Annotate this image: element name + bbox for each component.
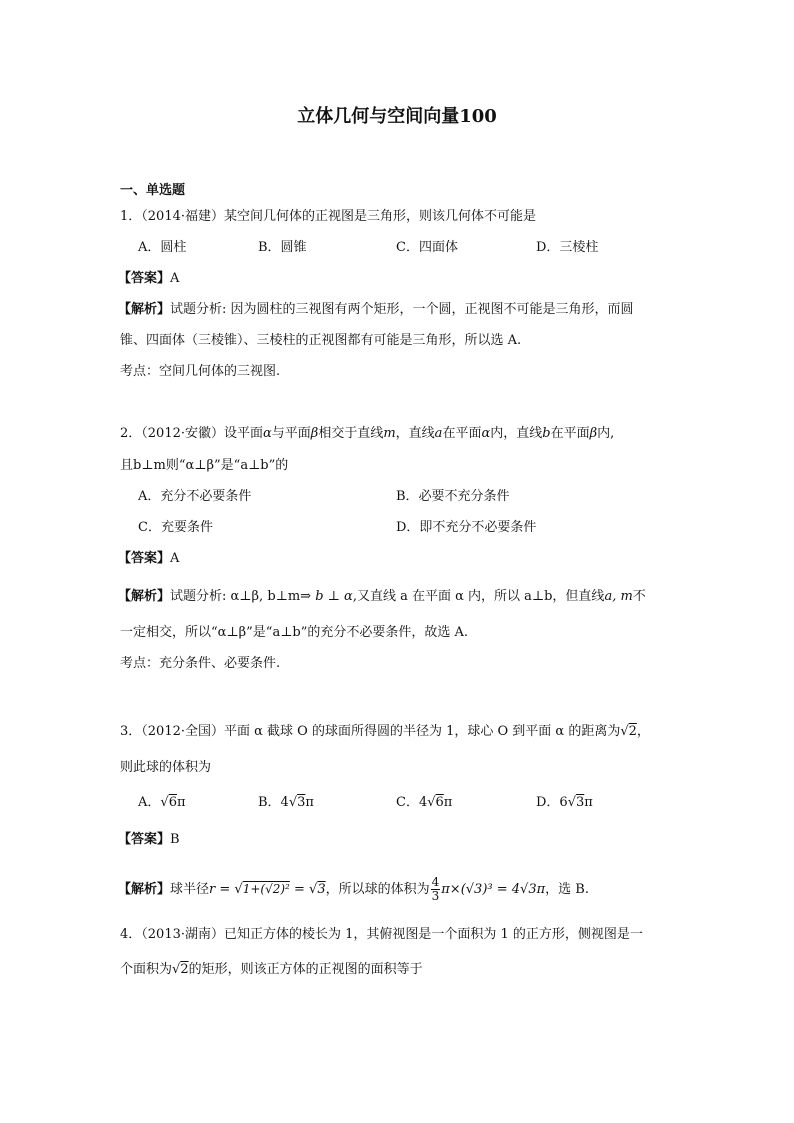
sqrt-radicand: 6 bbox=[168, 795, 177, 810]
q2-text: 相交于直线 bbox=[318, 426, 384, 441]
q1-option-d: D．三棱柱 bbox=[536, 240, 599, 255]
analysis-text: 试题分析: 因为圆柱的三视图有两个矩形，一个圆，正视图不可能是三角形，而圆 bbox=[170, 302, 634, 317]
q2-text: 与平面 bbox=[271, 426, 311, 441]
sqrt-radicand: 2 bbox=[628, 724, 637, 739]
sqrt-sign: √ bbox=[309, 882, 318, 897]
pi-symbol: π bbox=[443, 795, 453, 810]
answer-label: 【答案】 bbox=[118, 271, 171, 286]
q3-stem-line1 bbox=[120, 724, 650, 740]
q3-text: 3．（2012·全国）平面 α 截球 O 的球面所得圆的半径为 1，球心 O 到平面 α 的距离为 bbox=[120, 724, 621, 739]
formula: b ⊥ α bbox=[315, 589, 353, 604]
q3-option-b bbox=[258, 795, 314, 811]
q3-text: ， bbox=[636, 724, 650, 739]
sqrt-sign: √ bbox=[234, 882, 243, 897]
sqrt-sign: √ bbox=[160, 795, 169, 810]
section-header: 一、单选题 bbox=[120, 183, 186, 198]
q3-option-d bbox=[536, 795, 593, 811]
q2-option-d: D．即不充分不必要条件 bbox=[396, 520, 537, 535]
analysis-text: 不 bbox=[632, 589, 646, 604]
analysis-label: 【解析】 bbox=[118, 589, 171, 604]
fraction bbox=[431, 876, 441, 903]
q4-stem-line2 bbox=[120, 962, 423, 978]
answer-value: A bbox=[170, 551, 180, 566]
sqrt-radicand: 2 bbox=[180, 962, 189, 977]
fraction-numerator: 4 bbox=[431, 875, 440, 889]
sqrt-sign: √ bbox=[172, 962, 181, 977]
analysis-text: 球半径 bbox=[170, 882, 210, 897]
q2-analysis-line2: 一定相交，所以“α⊥β”是“a⊥b”的充分不必要条件，故选 A. bbox=[120, 625, 469, 640]
sqrt-sign: √ bbox=[567, 795, 576, 810]
q1-analysis-line1 bbox=[118, 302, 634, 318]
analysis-label: 【解析】 bbox=[118, 882, 171, 897]
answer-value: A bbox=[170, 271, 180, 286]
b-symbol: b bbox=[542, 426, 551, 441]
sqrt-radicand: 6 bbox=[435, 795, 444, 810]
q4-text: 个面积为 bbox=[120, 962, 173, 977]
q2-option-c: C．充要条件 bbox=[138, 520, 213, 535]
q2-text: ，直线 bbox=[395, 426, 435, 441]
pi-symbol: π bbox=[584, 795, 593, 810]
q2-option-a: A．充分不必要条件 bbox=[138, 489, 252, 504]
q1-option-c: C．四面体 bbox=[396, 240, 458, 255]
q2-text: 内，直线 bbox=[490, 426, 543, 441]
q3-analysis bbox=[118, 876, 589, 903]
q1-answer bbox=[118, 271, 179, 287]
formula-r: r = bbox=[209, 882, 235, 897]
q3-option-c bbox=[396, 795, 452, 811]
option-label: A． bbox=[138, 795, 161, 810]
answer-label: 【答案】 bbox=[118, 832, 171, 847]
analysis-text: ,又直线 a 在平面 α 内，所以 a⊥b，但直线 bbox=[352, 589, 605, 604]
option-label: C．4 bbox=[396, 795, 428, 810]
q1-option-b: B．圆锥 bbox=[258, 240, 307, 255]
option-label: D．6 bbox=[536, 795, 568, 810]
m-symbol: m bbox=[383, 426, 396, 441]
analysis-text: ，所以球的体积为 bbox=[325, 882, 430, 897]
sqrt-radicand: 3 bbox=[297, 795, 306, 810]
sqrt-sign: √ bbox=[427, 795, 436, 810]
formula-eq: = bbox=[289, 882, 310, 897]
pi-symbol: π bbox=[176, 795, 186, 810]
q4-text: 的矩形，则该正方体的正视图的面积等于 bbox=[188, 962, 423, 977]
answer-value: B bbox=[170, 832, 180, 847]
answer-label: 【答案】 bbox=[118, 551, 171, 566]
sqrt-sign: √ bbox=[620, 724, 629, 739]
formula-volume: π×(√3)³ = 4√3π bbox=[441, 882, 546, 897]
formula: a, m bbox=[604, 589, 633, 604]
option-label: B．4 bbox=[258, 795, 289, 810]
sqrt-radicand: 1+(√2)² bbox=[242, 882, 290, 896]
q2-stem-line1 bbox=[120, 426, 614, 442]
q2-text: 在平面 bbox=[442, 426, 482, 441]
sqrt-radicand: 3 bbox=[317, 882, 326, 897]
beta-symbol: β bbox=[310, 426, 319, 441]
q2-kaodian: 考点：充分条件、必要条件. bbox=[120, 656, 281, 671]
alpha-symbol: α bbox=[481, 426, 491, 441]
sqrt-radicand: 3 bbox=[576, 795, 585, 810]
a-symbol: a bbox=[434, 426, 443, 441]
pi-symbol: π bbox=[305, 795, 314, 810]
q4-stem-line1: 4．（2013·湖南）已知正方体的棱长为 1，其俯视图是一个面积为 1 的正方形，侧视图是一 bbox=[120, 927, 643, 942]
analysis-text: ，选 B. bbox=[545, 882, 589, 897]
alpha-symbol: α bbox=[263, 426, 272, 441]
q1-kaodian: 考点：空间几何体的三视图. bbox=[120, 364, 281, 379]
q3-option-a bbox=[138, 795, 186, 811]
q2-text: 2．（2012·安徽）设平面 bbox=[120, 426, 263, 441]
q3-answer bbox=[118, 832, 180, 848]
q2-analysis-line1 bbox=[118, 589, 646, 605]
page-title: 立体几何与空间向量100 bbox=[297, 106, 497, 127]
q1-stem: 1．（2014·福建）某空间几何体的正视图是三角形，则该几何体不可能是 bbox=[120, 209, 536, 224]
q1-analysis-line2: 锥、四面体（三棱锥）、三棱柱的正视图都有可能是三角形，所以选 A. bbox=[120, 333, 522, 348]
q3-stem-line2: 则此球的体积为 bbox=[120, 760, 212, 775]
q2-answer bbox=[118, 551, 179, 567]
beta-symbol: β bbox=[589, 426, 598, 441]
sqrt-sign: √ bbox=[288, 795, 298, 810]
q2-stem-line2: 且b⊥m则“α⊥β”是“a⊥b”的 bbox=[120, 458, 289, 473]
q2-text: 内, bbox=[597, 426, 615, 441]
analysis-text: 试题分析: α⊥β, b⊥m⇒ bbox=[170, 589, 316, 604]
q1-option-a: A．圆柱 bbox=[138, 240, 187, 255]
fraction-denominator: 3 bbox=[431, 889, 440, 903]
analysis-label: 【解析】 bbox=[118, 302, 171, 317]
q2-text: 在平面 bbox=[550, 426, 590, 441]
q2-option-b: B．必要不充分条件 bbox=[396, 489, 510, 504]
